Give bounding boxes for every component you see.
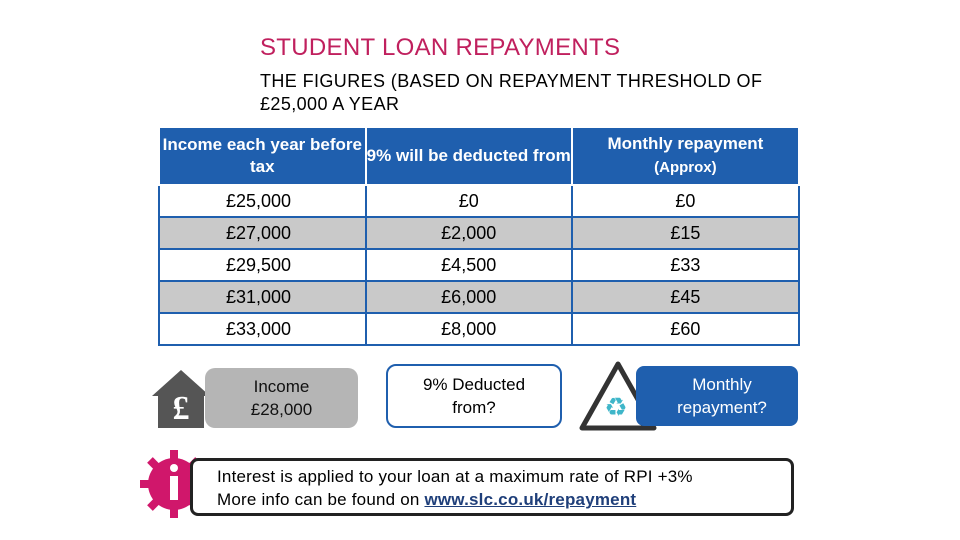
cell-deducted: £4,500 [366,249,572,281]
monthly-question-box [636,366,798,426]
header-income: Income each year before tax [159,127,366,185]
cell-monthly: £33 [572,249,799,281]
info-line2-prefix: More info can be found on [217,490,425,509]
repayment-table [158,126,800,346]
header-monthly-main: Monthly repayment [607,134,764,153]
header-deducted: 9% will be deducted from [366,127,572,185]
deducted-line2: from? [452,398,496,417]
table-header-row [159,127,799,185]
cell-income: £31,000 [159,281,366,313]
monthly-line1: Monthly [692,375,752,394]
repayment-link[interactable]: www.slc.co.uk/repayment [424,490,637,509]
income-label: Income [253,377,310,396]
cell-income: £27,000 [159,217,366,249]
cell-deducted: £2,000 [366,217,572,249]
cell-monthly: £15 [572,217,799,249]
cell-monthly: £60 [572,313,799,345]
table-row [159,185,799,217]
cell-deducted: £0 [366,185,572,217]
table-row [159,313,799,345]
cell-monthly: £0 [572,185,799,217]
cell-deducted: £8,000 [366,313,572,345]
cell-income: £25,000 [159,185,366,217]
header-monthly [572,127,799,185]
svg-text:£: £ [172,390,190,427]
svg-text:♻: ♻ [604,393,628,423]
info-line2 [217,488,791,511]
monthly-line2: repayment? [677,398,767,417]
deducted-line1: 9% Deducted [422,375,526,394]
info-bar [190,458,794,516]
cell-income: £29,500 [159,249,366,281]
cell-income: £33,000 [159,313,366,345]
page-title: STUDENT LOAN REPAYMENTS [260,34,621,61]
table-row [159,217,799,249]
deducted-question-box [386,364,562,428]
income-value: £28,000 [250,400,313,419]
table-row [159,281,799,313]
pound-house-icon [150,368,212,430]
header-monthly-sub: (Approx) [654,159,717,176]
table-row [159,249,799,281]
cell-monthly: £45 [572,281,799,313]
info-line1: Interest is applied to your loan at a maximum rate of RPI +3% [217,467,693,486]
income-box [205,368,358,428]
page-subtitle: THE FIGURES (BASED ON REPAYMENT THRESHOLD OF £25,000 A YEAR [260,71,763,114]
cell-deducted: £6,000 [366,281,572,313]
